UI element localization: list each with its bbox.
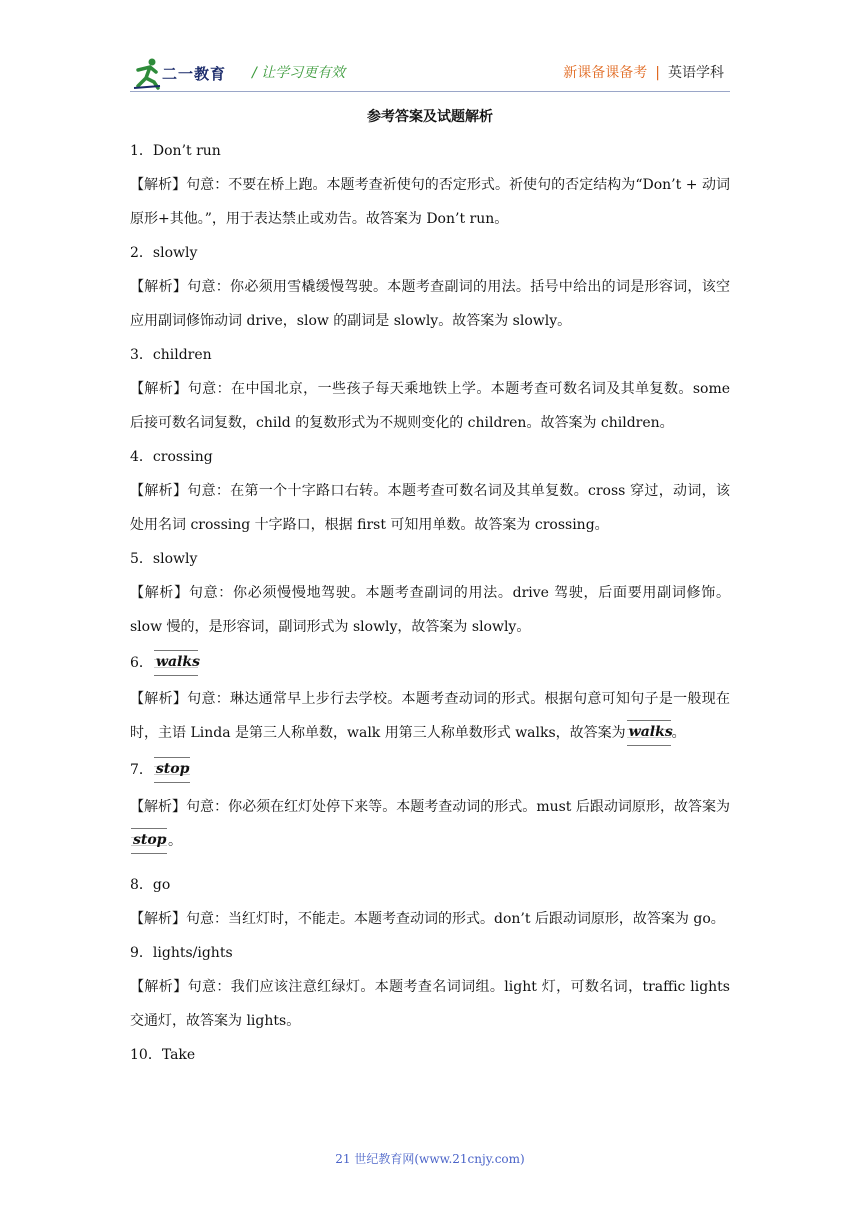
question-7 — [130, 750, 730, 790]
analysis-7-text: 【解析】句意：你必须在红灯处停下来等。本题考查动词的形式。must 后跟动词原形，故答案为 — [130, 799, 730, 815]
analysis-4: 【解析】句意：在第一个十字路口右转。本题考查可数名词及其单复数。cross 穿过，动词，该处用名词 crossing 十字路口，根据 first 可知用单数。故答案为 crossing。 — [130, 483, 730, 533]
page-footer: 21 世纪教育网(www.21cnjy.com) — [335, 1152, 525, 1166]
handwritten-answer-7 — [154, 757, 190, 783]
header-separator: | — [655, 65, 660, 81]
header-course-label: 新课备课备考 — [563, 65, 648, 81]
spacer — [130, 858, 730, 868]
analysis-9: 【解析】句意：我们应该注意红绿灯。本题考查名词词组。light 灯，可数名词，traffic lights 交通灯，故答案为 lights。 — [130, 979, 730, 1029]
analysis-1: 【解析】句意：不要在桥上跑。本题考查祈使句的否定形式。祈使句的否定结构为“Don’t + 动词原形+其他。”，用于表达禁止或劝告。故答案为 Don’t run。 — [130, 177, 730, 227]
page-header — [0, 0, 860, 96]
slogan: / 让学习更有效 — [252, 65, 346, 81]
question-7-number: 7． — [130, 762, 153, 778]
analysis-2: 【解析】句意：你必须用雪橇缓慢驾驶。本题考查副词的用法。括号中给出的词是形容词，该空应用副词修饰动词 drive，slow 的副词是 slowly。故答案为 slowly。 — [130, 279, 730, 329]
handwritten-word-6: walks — [155, 654, 200, 670]
analysis-8: 【解析】句意：当红灯时，不能走。本题考查动词的形式。don’t 后跟动词原形，故答案为 go。 — [130, 911, 725, 927]
page-title: 参考答案及试题解析 — [367, 109, 493, 125]
handwritten-word-7: stop — [155, 761, 190, 777]
header-subject — [563, 62, 724, 82]
question-9: 9．lights/ights — [130, 945, 233, 961]
header-subject-label: 英语学科 — [668, 65, 724, 81]
question-6 — [130, 644, 730, 682]
handwritten-answer-7-inline — [131, 828, 167, 854]
question-6-number: 6． — [130, 655, 153, 671]
runner-logo-icon — [132, 56, 162, 90]
analysis-6 — [130, 682, 730, 750]
handwritten-answer-6 — [154, 650, 198, 676]
logo-text: 二一教育 — [162, 65, 227, 83]
question-4: 4．crossing — [130, 449, 213, 465]
analysis-7 — [130, 790, 730, 858]
question-3: 3．children — [130, 347, 212, 363]
header-divider — [130, 91, 730, 92]
question-8: 8．go — [130, 877, 171, 893]
analysis-6-text: 【解析】句意：琳达通常早上步行去学校。本题考查动词的形式。根据句意可知句子是一般现在时，主语 Linda 是第三人称单数，walk 用第三人称单数形式 walks，故答案为 — [130, 691, 730, 741]
analysis-5: 【解析】句意：你必须慢慢地驾驶。本题考查副词的用法。drive 驾驶，后面要用副词修饰。slow 慢的，是形容词，副词形式为 slowly，故答案为 slowly。 — [130, 585, 730, 635]
question-5: 5．slowly — [130, 551, 198, 567]
answer-content — [130, 98, 730, 1072]
analysis-3: 【解析】句意：在中国北京，一些孩子每天乘地铁上学。本题考查可数名词及其单复数。some 后接可数名词复数，child 的复数形式为不规则变化的 children。故答案为 children。 — [130, 381, 730, 431]
analysis-6-end: 。 — [671, 725, 686, 741]
analysis-7-end: 。 — [168, 833, 182, 849]
handwritten-word-7-inline: stop — [133, 832, 167, 848]
question-2: 2．slowly — [130, 245, 198, 261]
handwritten-answer-6-inline — [627, 720, 671, 746]
handwritten-word-6-inline: walks — [628, 724, 673, 740]
question-10: 10．Take — [130, 1047, 196, 1063]
question-1: 1．Don’t run — [130, 143, 221, 159]
logo — [132, 56, 240, 90]
